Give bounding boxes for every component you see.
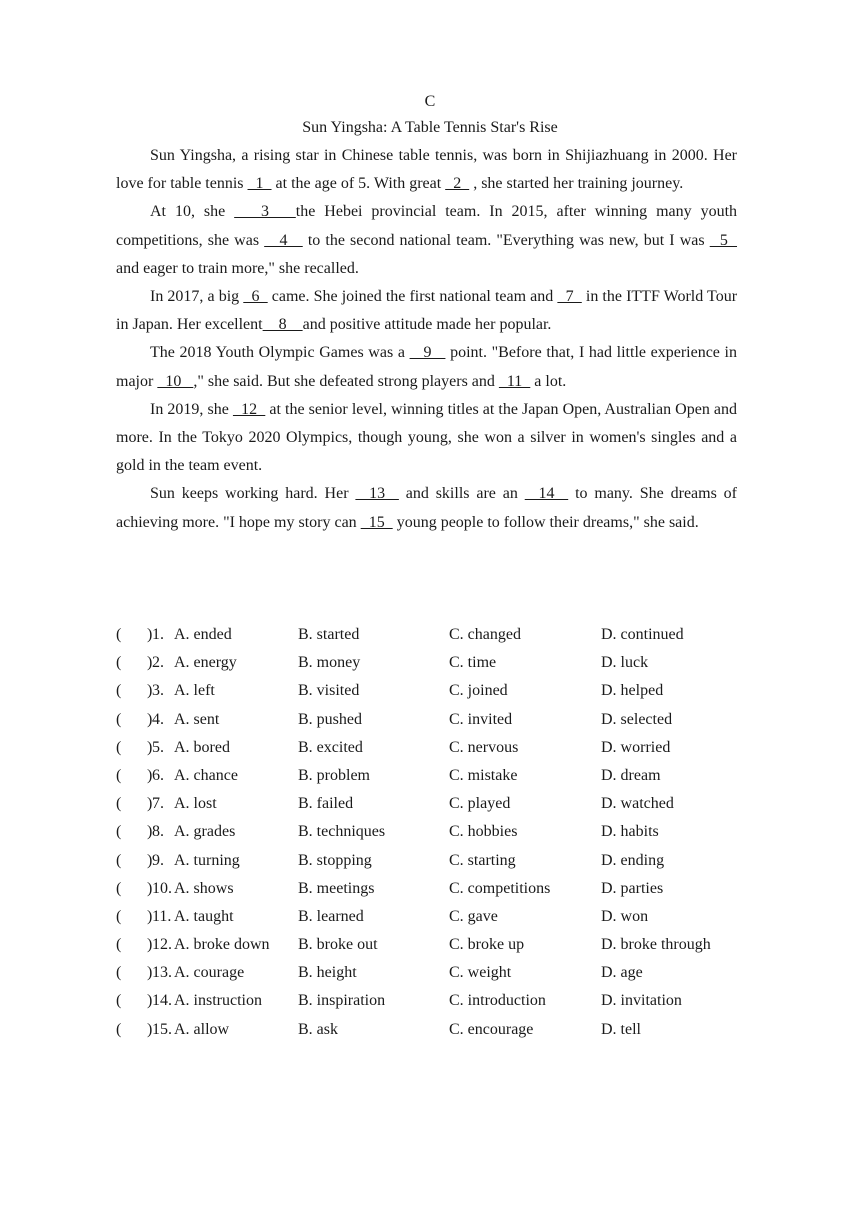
- question-number: 9.: [152, 851, 164, 869]
- option-b: B. meetings: [298, 879, 375, 897]
- option-c: C. played: [449, 795, 511, 813]
- option-d: D. age: [601, 964, 643, 982]
- blank-number: 7: [557, 288, 582, 306]
- blank-number: 1: [247, 175, 272, 193]
- blank-number: 14: [524, 485, 569, 503]
- answer-paren-close: ): [147, 992, 153, 1010]
- option-b: B. started: [298, 626, 360, 643]
- question-row: [116, 818, 756, 846]
- answer-paren-open: (: [116, 682, 122, 700]
- passage-text: and positive attitude made her popular.: [302, 316, 552, 334]
- answer-paren-close: ): [147, 936, 153, 954]
- question-number: 14.: [152, 992, 172, 1010]
- passage-text: and eager to train more," she recalled.: [116, 259, 359, 277]
- question-row: [116, 903, 756, 931]
- question-row: [116, 987, 756, 1015]
- question-number: 11.: [152, 907, 172, 925]
- option-b: B. stopping: [298, 851, 372, 869]
- blank-number: 5: [709, 231, 738, 249]
- question-number: 1.: [152, 626, 164, 643]
- blank-number: 15: [360, 513, 393, 531]
- option-b: B. money: [298, 654, 361, 672]
- question-number: 12.: [152, 936, 172, 954]
- question-row: [116, 621, 756, 649]
- option-a: A. grades: [174, 823, 236, 841]
- option-d: D. luck: [601, 654, 649, 672]
- question-row: [116, 790, 756, 818]
- option-a: A. turning: [174, 851, 240, 869]
- blank-number: 4: [264, 231, 303, 249]
- option-b: B. problem: [298, 766, 370, 784]
- answer-paren-close: ): [147, 710, 153, 728]
- option-a: A. lost: [174, 795, 217, 813]
- question-row: [116, 649, 756, 677]
- answer-paren-close: ): [147, 851, 153, 869]
- option-a: A. broke down: [174, 936, 270, 954]
- option-b: B. techniques: [298, 823, 386, 841]
- option-d: D. ending: [601, 851, 665, 869]
- question-number: 2.: [152, 654, 164, 672]
- option-c: C. competitions: [449, 879, 551, 897]
- answer-paren-open: (: [116, 823, 122, 841]
- answer-paren-close: ): [147, 907, 153, 925]
- answer-paren-open: (: [116, 907, 122, 925]
- option-c: C. time: [449, 654, 497, 672]
- option-b: B. excited: [298, 738, 363, 756]
- answer-paren-close: ): [147, 738, 153, 756]
- question-row: [116, 1016, 756, 1044]
- answer-paren-close: ): [147, 682, 153, 700]
- option-a: A. allow: [174, 1020, 230, 1038]
- answer-paren-close: ): [147, 879, 153, 897]
- passage-paragraph: [116, 142, 737, 198]
- answer-paren-open: (: [116, 1020, 122, 1038]
- option-b: B. visited: [298, 682, 360, 700]
- passage-text: and skills are an: [398, 485, 525, 503]
- answer-paren-open: (: [116, 936, 122, 954]
- option-c: C. invited: [449, 710, 513, 728]
- passage-text: at the senior level, winning titles at the Japan Open, Australian Open and more. In the Tokyo 2020 Olympics, though young, she won a silver in women's singles and a gold in the team event.: [116, 400, 738, 475]
- option-c: C. broke up: [449, 936, 525, 954]
- question-row: [116, 959, 756, 987]
- option-c: C. mistake: [449, 766, 518, 784]
- option-d: D. invitation: [601, 992, 682, 1010]
- passage-text: a lot.: [530, 372, 567, 390]
- question-number: 4.: [152, 710, 164, 728]
- passage-paragraph: [116, 480, 737, 536]
- answer-paren-close: ): [147, 766, 153, 784]
- option-d: D. dream: [601, 766, 661, 784]
- option-d: D. habits: [601, 823, 659, 841]
- answer-paren-open: (: [116, 654, 122, 672]
- blank-number: 6: [243, 288, 268, 306]
- passage-paragraph: [116, 339, 737, 395]
- passage: [116, 142, 737, 537]
- option-b: B. inspiration: [298, 992, 386, 1010]
- option-c: C. weight: [449, 964, 512, 982]
- passage-text: young people to follow their dreams," she said.: [392, 513, 699, 531]
- option-d: D. worried: [601, 738, 671, 756]
- passage-text: In 2019, she: [150, 400, 233, 418]
- answer-paren-open: (: [116, 851, 122, 869]
- passage-text: The 2018 Youth Olympic Games was a: [150, 344, 410, 362]
- answer-paren-open: (: [116, 710, 122, 728]
- option-a: A. ended: [174, 626, 232, 643]
- option-a: A. left: [174, 682, 215, 700]
- question-row: [116, 677, 756, 705]
- passage-text: Sun Yingsha, a rising star in Chinese table tennis, was born in Shijiazhuang in 2000. Her love for table tennis: [116, 147, 737, 193]
- option-c: C. joined: [449, 682, 508, 700]
- passage-title: Sun Yingsha: A Table Tennis Star's Rise: [302, 119, 558, 136]
- question-number: 10.: [152, 879, 172, 897]
- question-number: 8.: [152, 823, 164, 841]
- answer-paren-open: (: [116, 766, 122, 784]
- option-a: A. chance: [174, 766, 238, 784]
- blank-number: 2: [445, 175, 470, 193]
- answer-paren-open: (: [116, 795, 122, 813]
- passage-text: In 2017, a big: [150, 288, 244, 306]
- answer-paren-close: ): [147, 626, 153, 643]
- question-number: 3.: [152, 682, 164, 700]
- option-b: B. learned: [298, 907, 364, 925]
- option-b: B. pushed: [298, 710, 362, 728]
- option-a: A. taught: [174, 907, 234, 925]
- option-c: C. nervous: [449, 738, 519, 756]
- question-number: 15.: [152, 1020, 172, 1038]
- passage-text: Sun keeps working hard. Her: [150, 485, 356, 503]
- answer-paren-close: ): [147, 1020, 153, 1038]
- blank-number: 10: [157, 372, 194, 390]
- answer-paren-close: ): [147, 654, 153, 672]
- blank-number: 12: [232, 400, 266, 418]
- answer-paren-open: (: [116, 992, 122, 1010]
- option-b: B. height: [298, 964, 357, 982]
- option-c: C. hobbies: [449, 823, 518, 841]
- answer-paren-close: ): [147, 823, 153, 841]
- blank-number: 11: [498, 372, 531, 390]
- blank-number: 3: [234, 203, 296, 221]
- question-row: [116, 931, 756, 959]
- question-row: [116, 847, 756, 875]
- section-letter: C: [424, 93, 436, 110]
- passage-text: ," she said. But she defeated strong players and: [193, 372, 499, 390]
- option-b: B. broke out: [298, 936, 378, 954]
- option-b: B. ask: [298, 1020, 338, 1038]
- answer-paren-open: (: [116, 738, 122, 756]
- answer-paren-close: ): [147, 964, 153, 982]
- option-a: A. energy: [174, 654, 237, 672]
- question-number: 7.: [152, 795, 164, 813]
- question-number: 6.: [152, 766, 164, 784]
- option-a: A. shows: [174, 879, 234, 897]
- answer-paren-close: ): [147, 795, 153, 813]
- passage-text: the Hebei provincial team. In 2015, after winning many youth competitions, she was: [116, 203, 738, 249]
- option-d: D. helped: [601, 682, 664, 700]
- question-row: [116, 762, 756, 790]
- question-list: [116, 621, 756, 1044]
- passage-text: in the ITTF World Tour in Japan. Her excellent: [116, 288, 738, 334]
- option-d: D. continued: [601, 626, 684, 643]
- passage-paragraph: [116, 283, 737, 339]
- option-c: C. encourage: [449, 1020, 534, 1038]
- option-a: A. instruction: [174, 992, 262, 1010]
- blank-number: 9: [409, 344, 446, 362]
- option-c: C. changed: [449, 626, 521, 643]
- passage-text: at the age of 5. With great: [271, 175, 446, 193]
- option-d: D. won: [601, 907, 649, 925]
- question-row: [116, 875, 756, 903]
- passage-text: came. She joined the first national team and: [267, 288, 558, 306]
- option-a: A. bored: [174, 738, 230, 756]
- passage-text: , she started her training journey.: [469, 175, 684, 193]
- answer-paren-open: (: [116, 964, 122, 982]
- option-d: D. tell: [601, 1020, 641, 1038]
- option-d: D. watched: [601, 795, 674, 813]
- passage-paragraph: [116, 198, 737, 283]
- option-d: D. broke through: [601, 936, 711, 954]
- question-row: [116, 734, 756, 762]
- option-b: B. failed: [298, 795, 354, 813]
- question-number: 5.: [152, 738, 164, 756]
- option-c: C. gave: [449, 907, 498, 925]
- answer-paren-open: (: [116, 879, 122, 897]
- option-d: D. parties: [601, 879, 664, 897]
- option-a: A. courage: [174, 964, 245, 982]
- passage-paragraph: [116, 396, 737, 481]
- option-d: D. selected: [601, 710, 673, 728]
- option-c: C. starting: [449, 851, 516, 869]
- option-a: A. sent: [174, 710, 220, 728]
- passage-text: point. "Before that, I had little experience in major: [116, 344, 737, 390]
- passage-text: At 10, she: [150, 203, 235, 221]
- blank-number: 8: [262, 316, 303, 334]
- answer-paren-open: (: [116, 626, 122, 643]
- question-number: 13.: [152, 964, 172, 982]
- passage-text: to many. She dreams of achieving more. "I hope my story can: [116, 485, 738, 531]
- option-c: C. introduction: [449, 992, 546, 1010]
- question-row: [116, 706, 756, 734]
- passage-text: to the second national team. "Everything was new, but I was: [302, 231, 710, 249]
- blank-number: 13: [355, 485, 399, 503]
